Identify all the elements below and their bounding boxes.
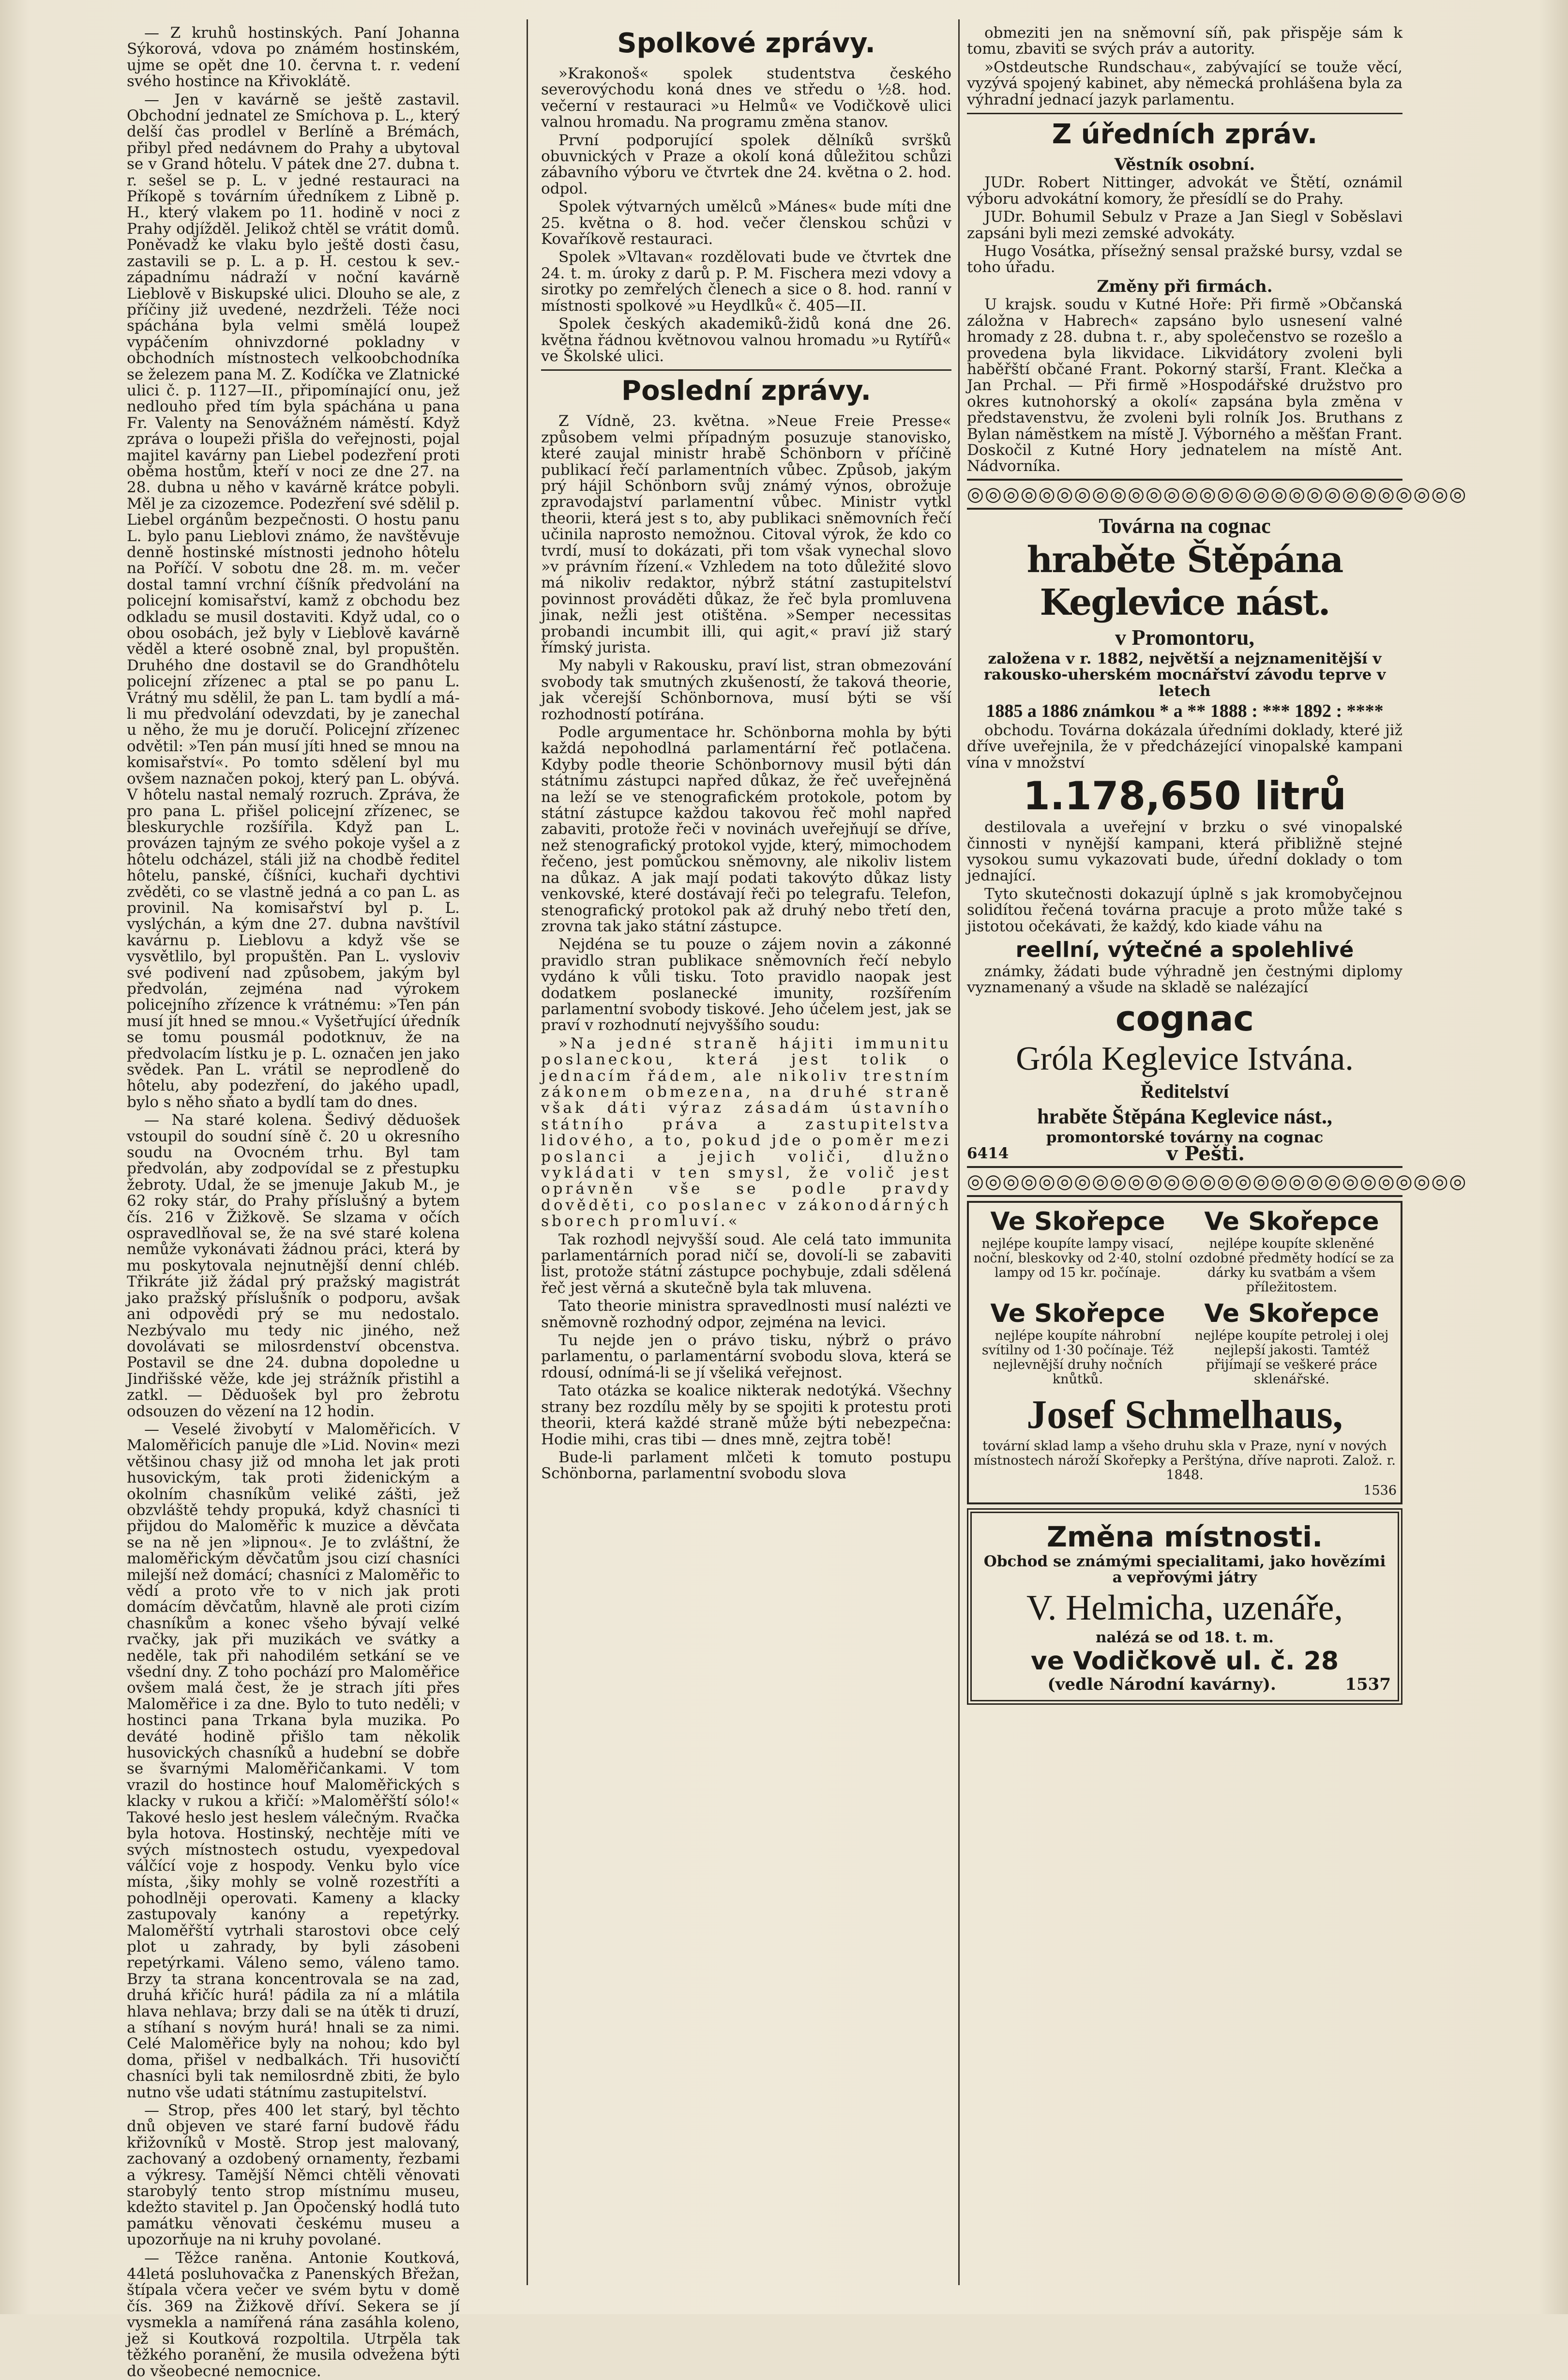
ad-text: Obchod se známými specialitami, jako hovězími a vepřovými játry — [983, 1553, 1386, 1587]
section-heading-uredni: Z úředních zpráv. — [1052, 119, 1318, 151]
news-quote: »Na jedné straně hájiti immunitu poslaneckou, která jest tolik o jednacím řádem, ale nikoliv trestním zákonem obmezena, na druhé straně však dáti výraz zásadám ústavního státního práva a zastupitelstva lidového, a to, pokud jde o poměr mezi poslanci a jejich voliči, dlužno vykládati v ten smysl, že volič jest oprávněn vše se podle pravdy dověděti, co poslanec v zákonodárných sborech promluví.« — [541, 1034, 951, 1230]
club-notice: »Krakonoš« spolek studentstva českého severovýchodu koná dnes ve středu o ½8. hod. večerní v restauraci »u Helmů« ve Vodičkově ulici valnou hromadu. Na programu změna stanov. — [541, 65, 951, 131]
notice: JUDr. Bohumil Sebulz v Praze a Jan Siegl v Soběslavi zapsáni byli mezi zemské advokáty. — [967, 208, 1402, 242]
news-paragraph: Nejdéna se tu pouze o zájem novin a zákonné pravidlo stran publikace sněmovních řečí nebylo vydáno k vůli tisku. Toto pravidlo naopak jest dodatkem poslanecké imunity, rozšířením parlamentní svobody tiskové. Jeho účelem jest, jak se praví v rozhodnutí nejvyššího soudu: — [541, 936, 951, 1034]
ad-text: nalézá se od 18. t. m. — [1096, 1628, 1274, 1646]
ad-city: v Pešti. — [1166, 1142, 1245, 1166]
news-item: — Těžce raněna. Antonie Koutková, 44letá posluhovačka z Panenských Břežan, štípala včera večer ve svém bytu v domě čís. 369 na Žižkově dříví. Sekera se jí vysmekla a namířená rána zasáhla koleno, jež si Koutková rozpoltila. Utrpěla tak těžkého poranění, že musila odvežena býti do všeobecné nemocnice. — [127, 2249, 460, 2380]
divider — [541, 369, 951, 371]
club-notice: Spolek »Vltavan« rozdělovati bude ve čtvrtek dne 24. t. m. úroky z darů p. P. M. Fischera mezi vdovy a sirotky po zemřelých členech a sice o 8. hod. ranní v místnosti spolkové »u Heydlků« č. 405—II. — [541, 248, 951, 315]
ad-hungarian-name: Gróla Keglevice Istvána. — [1016, 1040, 1354, 1077]
club-notice: Spolek výtvarných umělců »Mánes« bude míti dne 25. května o 8. hod. večer členskou schůzi v Kovaříkově restauraci. — [541, 198, 951, 248]
ad-footer: tovární sklad lamp a všeho druhu skla v Praze, nyní v nových místnostech nároží Skořepky a Perštýna, dříve naproti. Založ. r. 1848. — [974, 1438, 1396, 1483]
subheading-vestnik: Věstník osobní. — [1114, 155, 1255, 175]
news-continuation: obmeziti jen na sněmovní síň, pak přispěje sám k tomu, zbaviti se svých práv a autority. — [967, 24, 1402, 58]
news-paragraph: Z Vídně, 23. května. »Neue Freie Presse« způsobem velmi případným posuzuje stanovisko, které zaujal ministr hrabě Schönborn v příčině publikací řečí parlamentních vůbec. Způsob, jakým prý hájil Schönborn svůj známý výnos, obrožuje zpravodajství parlamentní vůbec. Ministr vytkl theorii, která jest s to, aby publikaci sněmovních řečí učinila naprosto nemožnou. Citoval výrok, že kdo co tvrdí, musí to dokázati, při tom však vynechal slovo »v právním řízení.« Vzhledem na toto důležité slovo má nikoliv redaktor, nýbrž státní zastupitelství povinnost prováděti důkaz, že řeč byla promluvena jinak, nežli jest otištěna. »Semper necessitas probandi incumbit illi, qui agit,« praví již starý římský jurista. — [541, 412, 951, 656]
ad-amount: 1.178,650 litrů — [1023, 773, 1346, 819]
column-2 — [541, 25, 951, 2285]
ad-text: Tyto skutečnosti dokazují úplně s jak kromobyčejnou solidítou řečená továrna pracuje a proto může také s jistotou očekávati, že každý, kdo kiade váhu na — [967, 885, 1402, 935]
ad-place: v Promontoru, — [1115, 624, 1254, 650]
notice: U krajsk. soudu v Kutné Hoře: Při firmě »Občanská záložna v Habrech« zapsáno bylo usnesení valné hromady z 28. dubna t. r., aby společenstvo se rozešlo a provedena byla likvidace. Likvidátory zvoleni byli haběřští občané Frant. Pokorný starší, Frant. Klečka a Jan Prchal. — Při firmě »Hospodářské družstvo pro okres kutnohorský a okolí« zapsána byla změna v představenstvu, že zvoleni byli rolník Jos. Bruthans z Bylan náměstkem na místě J. Výborného a měšťan Frant. Doskočil z Kutné Hory jednatelem na místě Ant. Nádvorníka. — [967, 296, 1402, 475]
ad-number: 1536 — [1363, 1483, 1397, 1498]
ad-text: nejlépe koupíte petrolej i olej nejlepší jakosti. Tamtéž přijímají se veškeré práce sklenářské. — [1194, 1328, 1389, 1387]
column-3 — [967, 24, 1467, 2285]
ad-text: nejlépe koupíte náhrobní svítilny od 1·30 počínaje. Též nejlevnější druhy nočních knůtků. — [981, 1328, 1174, 1387]
ad-title: Změna místnosti. — [1046, 1520, 1323, 1554]
ad-merchant-name: Josef Schmelhaus, — [1026, 1392, 1343, 1437]
ad-heading: Ve Skořepce — [990, 1299, 1165, 1328]
ad-note: (vedle Národní kavárny). — [1047, 1675, 1276, 1695]
ad-heading: Ve Skořepce — [1204, 1299, 1379, 1328]
news-paragraph: Tato theorie ministra spravedlnosti musí nalézti ve sněmovně rozhodný odpor, zejména na levici. — [541, 1297, 951, 1331]
skorepka-ad — [967, 1201, 1402, 1504]
news-item: — Veselé živobytí v Maloměřicích. V Maloměřicích panuje dle »Lid. Novin« mezi většinou chasy již od mnoha let jak proti husovickým, tak proti židenickým a okolním chasníkům veliké zášti, jež obzvláště tehdy propuká, když chasníci ti přijdou do Maloměřic k muzice a děvčata se na ně jen »lipnou«. Je to zvláštní, že maloměřickým děvčatům jsou cizí chasníci milejší než domácí; chasníci z Maloměřic to vědí a proto vře to v nich jak proti domácím děvčatům, hlavně ale proti cizím chasníkům a konec všeho bývají velké rvačky, jak při muzikách ve svátky a neděle, tak při nahodilém setkání se ve všední dny. Z toho pochází pro Maloměřice ovšem malá čest, že je strach jíti přes Maloměřice i za dne. Bylo to tuto neděli; v hostinci pana Trkana byla muzika. Po deváté hodině přišlo tam několik husovických chasníků a hudební se dobře se švarnými Maloměřičankami. V tom vrazil do hostince houf Maloměřických s klacky v rukou a křičí: »Maloměřští sólo!« Takové heslo jest heslem válečným. Rvačka byla hotova. Hostinský, nechtěje míti ve svých místnostech ostudu, vyexpedoval válčící voje z hospody. Venku bylo více místa, ,šiky mohly se volně rozestříti a pohodlněji operovati. Kameny a klacky zastupovaly kanóny a repetýrky. Maloměřští vytrhali starostovi obce celý plot u zahrady, by byli zásobeni repetýrkami. Váleno semo, váleno tamo. Brzy ta strana koncentrovala se na zad, druhá křičíc hurá! pádila za ní a mlátila hlava nehlava; brzy dali se na útěk ti druzí, a stíhaní s novým hurá! hnali se za nimi. Celé Maloměřice byly na nohou; kdo byl doma, přišel v nedbalkách. Tři husovičtí chasníci byli tak nemilosrdně zbiti, že bylo nutno vše udati státnímu zastupitelství. — [127, 1420, 460, 2101]
ad-text: nejlépe koupíte lampy visací, noční, bleskovky od 2·40, stolní lampy od 15 kr. počínaje. — [973, 1236, 1182, 1280]
divider — [967, 113, 1402, 114]
club-notice: První podporující spolek dělníků svršků obuvnických v Praze a okolí koná důležitou schůzi zábavního výboru ve čtvrtek dne 24. května o 2. hod. odpol. — [541, 131, 951, 197]
ad-directorate: Ředitelství — [1140, 1080, 1229, 1102]
ad-text: destilovala a uveřejní v brzku o své vinopalské činnosti v nynější kampani, která přibližně stejné vysokou sumu vykazovati bude, úřední doklady o tom jednající. — [967, 819, 1402, 885]
news-item: — Strop, přes 400 let starý, byl těchto dnů objeven ve staré farní budově řádu křižovníků v Mostě. Strop jest malovaný, zachovaný a ozdobený ornamenty, řezbami a výkresy. Tamější Němci chtěli věnovati starobylý tento strop místnímu museu, kdežto stavitel p. Jan Opočenský hodlá tuto památku věnovati českému museu a upozorňuje na ni kruhy povolané. — [127, 2102, 460, 2249]
ad-firm-sub: promontorské továrny na cognac — [1046, 1128, 1324, 1146]
news-paragraph: Tak rozhodl nejvyšší soud. Ale celá tato immunita parlamentárních porad ničí se, dovolí-li se zabaviti list, protože státní zástupce pochybuje, zdali sdělená řeč jest věrná a skutečně byla tak mluvena. — [541, 1230, 951, 1297]
ad-address: ve Vodičkově ul. č. 28 — [1030, 1647, 1339, 1676]
section-heading-posledni: Poslední zprávy. — [621, 375, 871, 407]
ornament-border: ◎◎◎◎◎◎◎◎◎◎◎◎◎◎◎◎◎◎◎◎◎◎◎◎◎◎◎◎ — [967, 1166, 1402, 1197]
ornament-border: ◎◎◎◎◎◎◎◎◎◎◎◎◎◎◎◎◎◎◎◎◎◎◎◎◎◎◎◎ — [967, 479, 1402, 510]
column-rule-1 — [527, 19, 528, 2285]
ad-heading: Ve Skořepce — [1204, 1207, 1379, 1236]
news-paragraph: Bude-li parlament mlčeti k tomuto postupu Schönborna, parlamentní svobodu slova — [541, 1448, 951, 1483]
news-paragraph: »Ostdeutsche Rundschau«, zabývající se touže věcí, vyzývá spojený kabinet, aby německá prohlášena byla za výhradní jednací jazyk parlamentu. — [967, 58, 1402, 108]
news-paragraph: Tato otázka se koalice nikterak nedotýká. Všechny strany bez rozdílu měly by se spojiti k protestu proti theorii, která každé straně může býti nebezpečna: Hodie mihi, cras tibi — dnes mně, zejtra tobě! — [541, 1382, 951, 1448]
news-item: — Z kruhů hostinských. Paní Johanna Sýkorová, vdova po známém hostinském, ujme se opět dne 10. června t. r. vedení svého hostince na Křivoklátě. — [127, 24, 460, 91]
notice: JUDr. Robert Nittinger, advokát ve Štětí, oznámil výboru advokátní komory, že přesídlí se do Prahy. — [967, 174, 1402, 208]
column-rule-2 — [958, 19, 960, 2285]
ad-text: obchodu. Továrna dokázala úředními doklady, které již dříve uveřejnila, že v předcházející vinopalské kampani vína v množství — [967, 721, 1402, 772]
ad-company-name: hraběte Štěpána Keglevice nást. — [1026, 539, 1343, 623]
helmich-ad — [967, 1508, 1402, 1705]
ad-text: nejlépe koupíte skleněné ozdobné předměty hodící se za dárky ku svatbám a všem příležitostem. — [1189, 1236, 1394, 1295]
ad-heading: Ve Skořepce — [990, 1207, 1165, 1236]
column-1 — [127, 24, 460, 2380]
cognac-ad — [967, 514, 1402, 1166]
ad-number: 6414 — [967, 1145, 1009, 1163]
ad-cognac: cognac — [1115, 998, 1254, 1039]
news-item: — Na staré kolena. Šedivý děduošek vstoupil do soudní síně č. 20 u okresního soudu na Ovocném trhu. Byl tam předvolán, aby zodpovídal se z přestupku žebroty. Udal, že se jmenuje Jakub M., je 62 roky stár, do Prahy příslušný a bytem čís. 216 v Žižkově. Se slzama v očích ospravedlňoval se, že na své staré kolena nemůže vykonávati žádnou práci, která by mu poskytovala nejnutnější denní chléb. Třikráte již žádal prý pražský magistrát jako pražský příslušník o podporu, avšak ani odpovědi prý se mu nedostalo. Nezbývalo mu tedy nic jiného, než dovolávati se milosrdenství obcenstva. Postavil se dne 24. dubna dopoledne u Jindřišské věže, kde jej strážník přistihl a zatkl. — Děduošek byl pro žebrotu odsouzen do vězení na 12 hodin. — [127, 1111, 460, 1420]
notice: Hugo Vosátka, přísežný sensal pražské bursy, vzdal se toho úřadu. — [967, 243, 1402, 276]
ad-years: 1885 a 1886 známkou * a ** 1888 : *** 1892 : **** — [986, 700, 1384, 721]
ad-quality: reellní, výtečné a spolehlivé — [1015, 938, 1354, 963]
section-heading-spolkove: Spolkové zprávy. — [617, 28, 875, 59]
news-paragraph: Podle argumentace hr. Schönborna mohla by býti každá nepohodlná parlamentární řeč potlačena. Kdyby podle theorie Schönbornovy musil býti dán státnímu zástupci napřed důkaz, že řeč uveřejněná na leží se ve stenografickém protokole, potom by státní zástupce každou takovou řeč mohl napřed zabaviti, protože řeči v novinách uveřejňují se dříve, než stenografický protokol vyjde, který, mimochodem řečeno, jest pomůckou sněmovny, ale nikoliv listem na důkaz. A jak mají podati takovýto důkaz listy venkovské, které dostávají řeči po telegrafu. Telefon, stenografický protokol pak až druhý nebo třetí den, zrovna tak jako státní zástupce. — [541, 724, 951, 935]
ad-merchant-name: V. Helmicha, uzenáře, — [1026, 1588, 1343, 1628]
news-paragraph: My nabyli v Rakousku, praví list, stran obmezování svobody tak smutných zkušeností, že taková theorie, jak včerejší Schönbornova, musí býti se vší rozhodností potírána. — [541, 657, 951, 723]
news-paragraph: Tu nejde jen o právo tisku, nýbrž o právo parlamentu, o parlamentární svobodu slova, která se rdousí, odnímá-li se jí všeliká veřejnost. — [541, 1332, 951, 1381]
ad-founded: založena v r. 1882, největší a nejznamenitější v rakousko-uherském mocnářství závodu teprve v letech — [983, 650, 1386, 700]
club-notice: Spolek českých akademiků-židů koná dne 26. května řádnou květnovou valnou hromadu »u Rytířů« ve Školské ulici. — [541, 315, 951, 365]
news-item: — Jen v kavárně se ještě zastavil. Obchodní jednatel ze Smíchova p. L., který delší čas prodlel v Berlíně a Brémách, přibyl před nedávnem do Prahy a ubytoval se v Grand hôtelu. V pátek dne 27. dubna t. r. sešel se p. L. v jedné restauraci na Příkopě s továrním úředníkem z Libně p. H., který vlakem po 11. hodině v noci z Prahy odjížděl. Jelikož chtěl se vrátit domů. Poněvadž ke vlaku bylo ještě dosti času, zastavili se p. L. a p. H. cestou k sev.-západnímu nádraží v noční kavárně Lieblově v Biskupské ulici. Dlouho se ale, z příčiny již uvedené, nezdrželi. Téže noci spáchána byla velmi smělá loupež vypáčením ohnivzdorné pokladny v obchodních místnostech velkoobchodníka se železem pana M. Z. Kodíčka ve Zlatnické ulici č. p. 1127—II., připomínající onu, jež nedlouho před tím byla spáchána u pana Fr. Valenty na Senovážném náměstí. Když zpráva o loupeži přišla do veřejnosti, pojal majitel kavárny pan Liebel podezření proti oběma hostům, kteří v noci ze dne 27. na 28. dubna u něho v kavárně krátce pobyli. Měl je za cizozemce. Podezření své sdělil p. Liebel orgánům bezpečnosti. O hostu panu L. bylo panu Lieblovi známo, že navštěvuje denně hostinské místnosti jednoho hôtelu na Poříčí. V sobotu dne 28. m. m. večer dostal tamní vrchní číšník předvolání na policejní komisařství, kamž z obchodu bez odkladu se musil dostaviti. Když udal, co o obou osobách, jež byly v Lieblově kavárně věděl a které osobně znal, byl propuštěn. Druhého dne dostavil se do Grandhôtelu policejní zřízenec a ptal se po panu L. Vrátný mu sdělil, že pan L. tam bydlí a má-li mu předvolání odevzdati, by je zanechal u něho, že mu je doručí. Policejní zřízenec odvětil: »Ten pán musí jíti hned se mnou na komisařství«. Po tomto sdělení byl mu ovšem naznačen pokoj, který pan L. obývá. V hôtelu nastal nemalý rozruch. Zpráva, že pro pana L. přišel policejní zřízenec, se bleskurychle rozšířila. Když pan L. provázen tajným ze svého pokoje vyšel a z hôtelu odcházel, stáli již na chodbě ředitel hôtelu, panské, číšníci, kuchaři dychtivi zvěděti, co se vlastně jedná a co pan L. as provinil. Na komisařství byl p. L. vyslýchán, a kým dne 27. dubna navštívil kavárnu p. Lieblovu a když vše se vysvětlilo, byl propuštěn. Pan L. vysloviv své podivení nad způsobem, jakým byl předvolán, zejména nad výrokem policejního zřízence k vrátnému: »Ten pán musí jít hned se mnou.« Vyšetřující úředník se tomu pousmál podotknuv, že na předvolacím lístku je p. L. označen jen jako svědek. Pan L. vrátil se neprodleně do hôtelu, aby podezření, do jakého upadl, bylo s něho sňato a bydlí tam do dnes. — [127, 91, 460, 1111]
ad-title: Továrna na cognac — [1099, 514, 1271, 538]
subheading-firmy: Změny při firmách. — [1097, 276, 1273, 296]
ad-text: známky, žádati bude výhradně jen čestnými diplomy vyznamenaný a všude na skladě se nalézající — [967, 963, 1402, 997]
ad-number: 1537 — [1345, 1675, 1391, 1695]
ad-firm: hraběte Štěpána Keglevice nást., — [1037, 1104, 1332, 1128]
